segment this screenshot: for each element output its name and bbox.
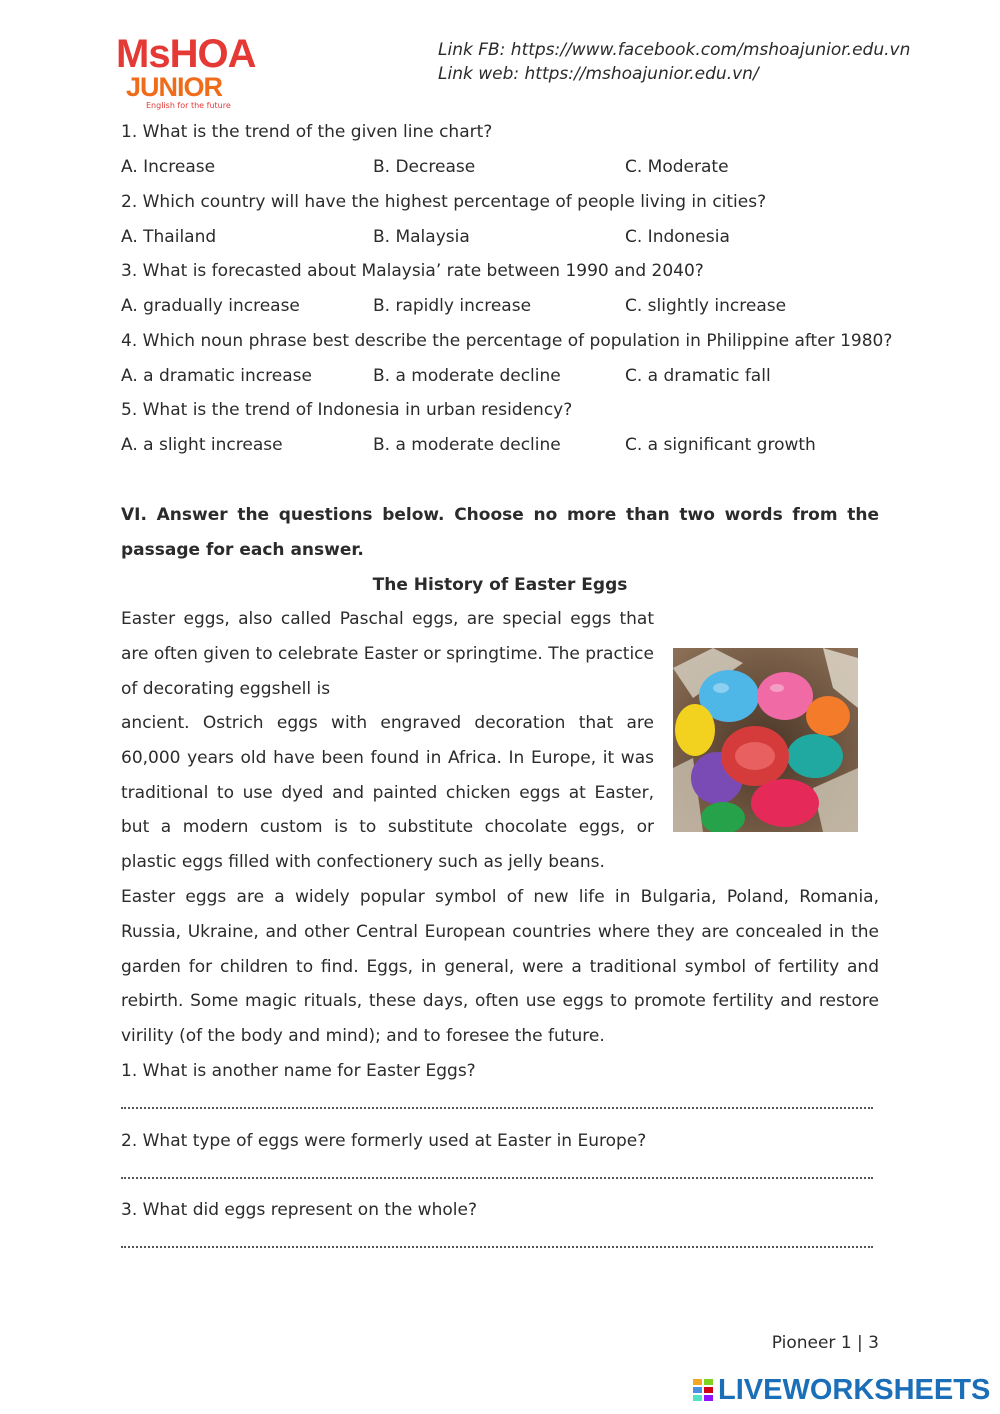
q4-option-b[interactable]: B. a moderate decline — [373, 366, 561, 386]
liveworksheets-wordmark: LIVEWORKSHEETS — [718, 1374, 991, 1406]
facebook-link[interactable]: Link FB: https://www.facebook.com/mshoajunior.edu.vn — [438, 40, 911, 60]
q4-option-a[interactable]: A. a dramatic increase — [121, 366, 312, 386]
page-number: Pioneer 1 | 3 — [771, 1333, 879, 1353]
section-heading: VI. Answer the questions below. Choose no more than two words from the passage for each answer. — [121, 505, 879, 560]
q2-option-c[interactable]: C. Indonesia — [625, 227, 730, 247]
passage-text: ancient. Ostrich eggs with engraved decoration that are 60,000 years old have been found in Africa. In Europe, it was traditional to use dyed and painted chicken eggs at Easter, but a modern custom is to substitute chocolate eggs, or plastic eggs filled with confectionery such as jelly beans. — [121, 713, 654, 873]
answer-line-1[interactable] — [121, 1107, 873, 1109]
q2-option-b[interactable]: B. Malaysia — [373, 227, 470, 247]
q1-option-b[interactable]: B. Decrease — [373, 157, 476, 177]
passage-paragraph-1-rest — [121, 706, 654, 880]
q5-option-c[interactable]: C. a significant growth — [625, 435, 816, 455]
website-link[interactable]: Link web: https://mshoajunior.edu.vn/ — [438, 64, 759, 84]
comprehension-question-3: 3. What did eggs represent on the whole? — [121, 1200, 477, 1220]
logo-main-text: MsHOA — [116, 32, 256, 76]
passage-text: Easter eggs are a widely popular symbol of new life in Bulgaria, Poland, Romania, Russia, Ukraine, and other Central European countries where they are concealed in the garden for children to find. Eggs, in general, were a traditional symbol of fertility and rebirth. Some magic rituals, these days, often use eggs to promote fertility and restore virility (of the body and mind); and to foresee the future. — [121, 887, 879, 1047]
chart-question-1: 1. What is the trend of the given line chart? — [121, 122, 493, 142]
q5-option-b[interactable]: B. a moderate decline — [373, 435, 561, 455]
logo-tagline: English for the future — [146, 101, 231, 110]
passage-text: Easter eggs, also called Paschal eggs, are special eggs that are often given to celebrate Easter or springtime. The practice of decorating eggshell is — [121, 609, 654, 699]
q1-option-a[interactable]: A. Increase — [121, 157, 216, 177]
mshoa-junior-logo — [112, 32, 272, 112]
q4-option-c[interactable]: C. a dramatic fall — [625, 366, 771, 386]
passage-paragraph-1-top — [121, 602, 654, 706]
comprehension-question-2: 2. What type of eggs were formerly used at Easter in Europe? — [121, 1131, 647, 1151]
liveworksheets-icon — [693, 1379, 713, 1401]
chart-question-3: 3. What is forecasted about Malaysia’ rate between 1990 and 2040? — [121, 261, 704, 281]
q5-option-a[interactable]: A. a slight increase — [121, 435, 283, 455]
header-links — [438, 38, 910, 86]
q3-option-c[interactable]: C. slightly increase — [625, 296, 787, 316]
passage-paragraph-2 — [121, 880, 879, 1054]
answer-line-3[interactable] — [121, 1246, 873, 1248]
q3-option-b[interactable]: B. rapidly increase — [373, 296, 532, 316]
q2-option-a[interactable]: A. Thailand — [121, 227, 217, 247]
q1-option-c[interactable]: C. Moderate — [625, 157, 729, 177]
easter-eggs-photo — [673, 648, 858, 832]
easter-eggs-illustration — [673, 648, 858, 832]
chart-question-5: 5. What is the trend of Indonesia in urban residency? — [121, 400, 573, 420]
comprehension-question-1: 1. What is another name for Easter Eggs? — [121, 1061, 476, 1081]
logo-sub-text: JUNIOR — [126, 72, 223, 102]
answer-line-2[interactable] — [121, 1177, 873, 1179]
chart-question-4: 4. Which noun phrase best describe the percentage of population in Philippine after 1980? — [121, 331, 893, 351]
q3-option-a[interactable]: A. gradually increase — [121, 296, 300, 316]
passage-title: The History of Easter Eggs — [372, 575, 628, 595]
chart-question-2: 2. Which country will have the highest percentage of people living in cities? — [121, 192, 767, 212]
